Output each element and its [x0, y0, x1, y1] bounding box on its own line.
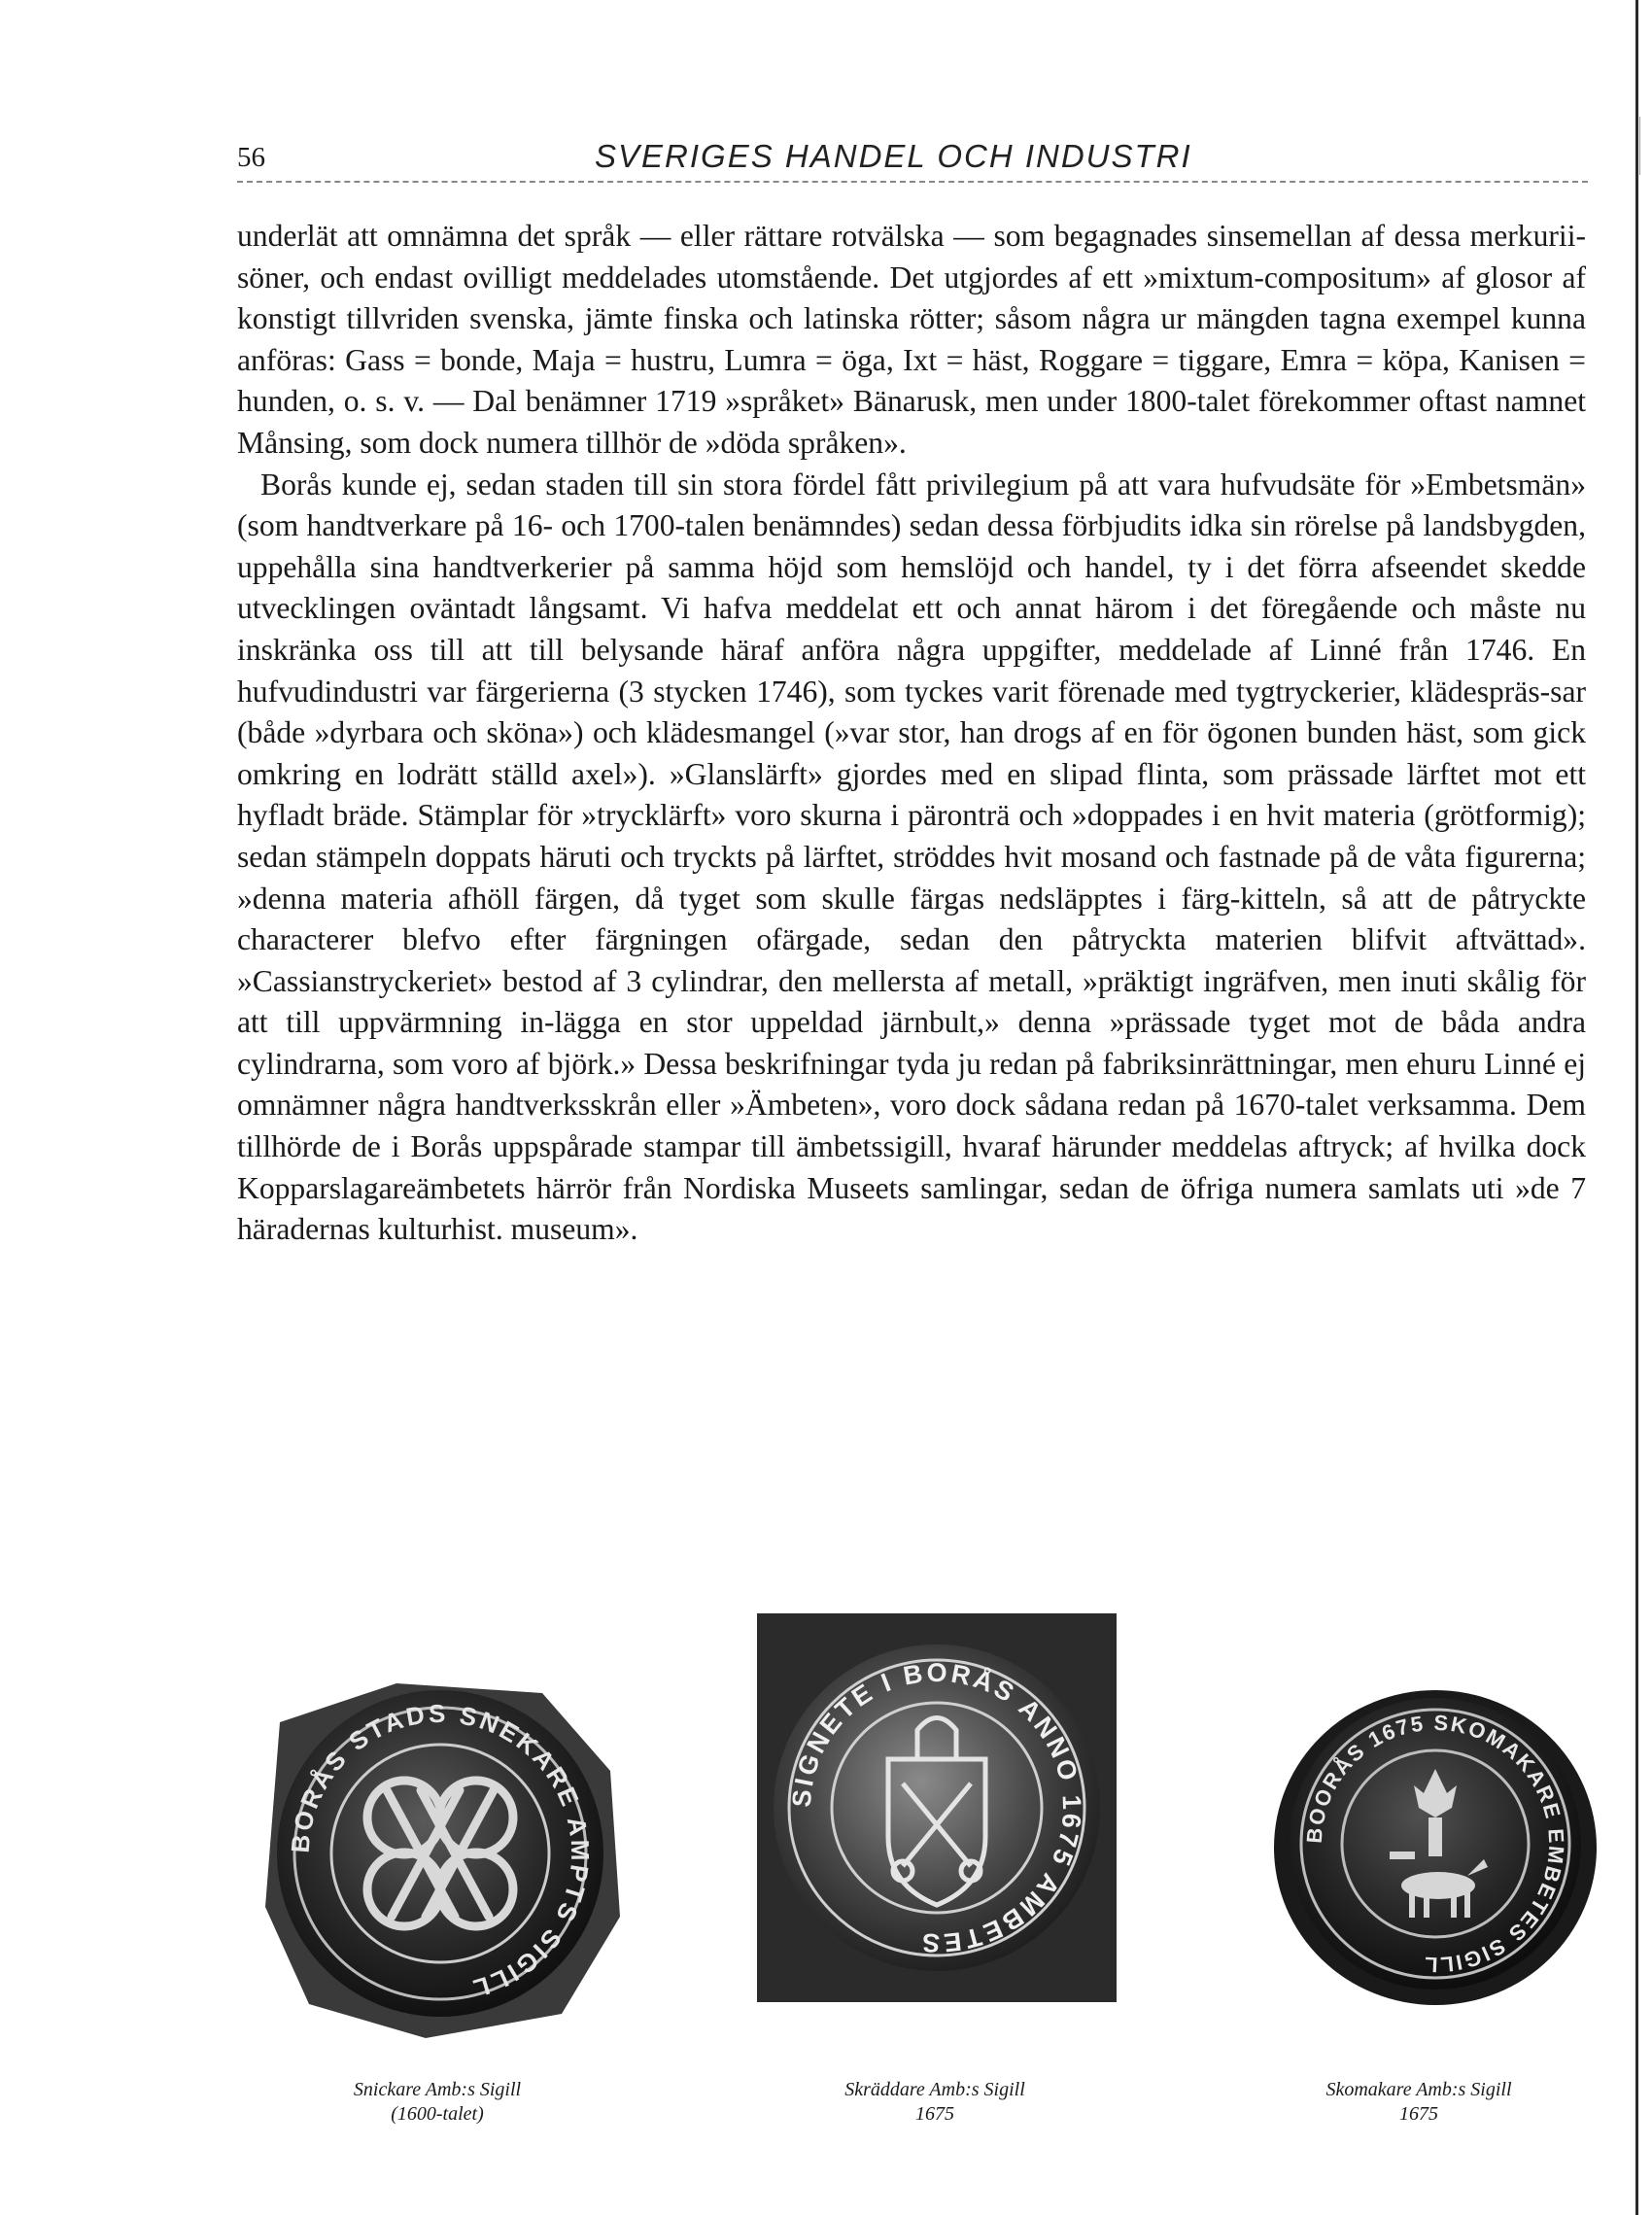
caption-skraddare [789, 2078, 1081, 2127]
running-title: SVERIGES HANDEL OCH INDUSTRI [595, 138, 1192, 174]
caption-skomakare-date: 1675 [1399, 2103, 1438, 2125]
paragraph-1: underlät att omnämna det språk — eller rättare rotvälska — som begagnades sinsemellan af dessa merkurii-söner, och endast ovilligt meddelades utomstående. Det utgjordes af ett »mixtum-compositum» af glosor af konstigt tillvriden svenska, jämte finska och latinska rötter; såsom några ur mängden tagna exempel kunna anföras: Gass = bonde, Maja = hustru, Lumra = öga, Ixt = häst, Roggare = tiggare, Emra = köpa, Kanisen = hunden, o. s. v. — Dal benämner 1719 »språket» Bänarusk, men under 1800-talet förekommer oftast namnet Månsing, som dock numera tillhör de »döda språken». [237, 219, 1586, 460]
caption-skomakare-title: Skomakare Amb:s Sigill [1325, 2079, 1512, 2100]
paragraph-2: Borås kunde ej, sedan staden till sin stora fördel fått privilegium på att vara hufvudsäte för »Embetsmän» (som handtverkare på 16- och 1700-talen benämndes) sedan dessa förbjudits idka sin rörelse på landsbygden, uppehålla sina handtverkerier på samma höjd som hemslöjd och handel, ty i det förra afseendet skedde utvecklingen oväntadt långsamt. Vi hafva meddelat ett och annat härom i det föregående och måste nu inskränka oss till att till belysande häraf anföra några uppgifter, meddelade af Linné från 1746. En hufvudindustri var färgerierna (3 stycken 1746), som tyckes varit förenade med tygtryckerier, klädespräs-sar (både »dyrbara och sköna») och klädesmangel (»var stor, han drogs af en för ögonen bunden häst, som gick omkring en lodrätt ställd axel»). »Glanslärft» gjordes med en slipad flinta, som prässade lärftet mot ett hyfladt bräde. Stämplar för »trycklärft» voro skurna i päronträ och »doppades i en hvit materia (grötformig); sedan stämpeln doppats häruti och tryckts på lärftet, ströddes hvit mosand och fastnade på de våta figurerna; »denna materia afhöll färgen, då tyget som skulle färgas nedsläpptes i färg-kitteln, så att de påtryckte characterer blefvo efter färgningen ofärgade, sedan den påtryckta materien blifvit aftvättad». »Cassianstryckeriet» bestod af 3 cylindrar, den mellersta af metall, »präktigt ingräfven, men inuti skålig för att till uppvärmning in-lägga en stor uppeldad järnbult,» denna »prässade tyget mot de båda andra cylindrarna, som voro af björk.» Dessa beskrifningar tyda ju redan på fabriksinrättningar, men ehuru Linné ej omnämner några handtverksskrån eller »Ämbeten», voro dock sådana redan på 1670-talet verksamma. Dem tillhörde de i Borås uppspårade stampar till ämbetssigill, hvaraf härunder meddelas aftryck; af hvilka dock Kopparslagareämbetets härrör från Nordiska Museets samlingar, sedan de öfriga numera samlats uti »de 7 häradernas kulturhist. museum». [237, 467, 1586, 1247]
seal-image-skomakare [1268, 1677, 1603, 2012]
caption-snickare-title: Snickare Amb:s Sigill [353, 2079, 522, 2100]
scan-edge-line [1635, 0, 1638, 2215]
seal-2-text: SIGNETE I BORÅS ANNO 1675 AMBETES [786, 1657, 1087, 1958]
header-rule [237, 181, 1588, 183]
page-number: 56 [237, 142, 265, 173]
caption-snickare [292, 2078, 583, 2127]
seal-3-text: BOORÅS 1675 SKOMAKARE EMBETES SIGILL [1301, 1710, 1569, 1978]
page-header [237, 138, 1588, 187]
seal-1-text: BORÅS STADS SNEKARE AMPTS SIGILL [285, 1698, 596, 2005]
caption-skomakare [1273, 2078, 1565, 2127]
caption-skraddare-title: Skräddare Amb:s Sigill [844, 2079, 1025, 2100]
caption-snickare-date: (1600-talet) [391, 2103, 484, 2125]
caption-skraddare-date: 1675 [915, 2103, 954, 2125]
seal-image-snickare [251, 1664, 630, 2043]
body-text [237, 216, 1586, 1251]
seal-image-skraddare [757, 1613, 1117, 2002]
scan-edge-mark [1639, 117, 1640, 175]
